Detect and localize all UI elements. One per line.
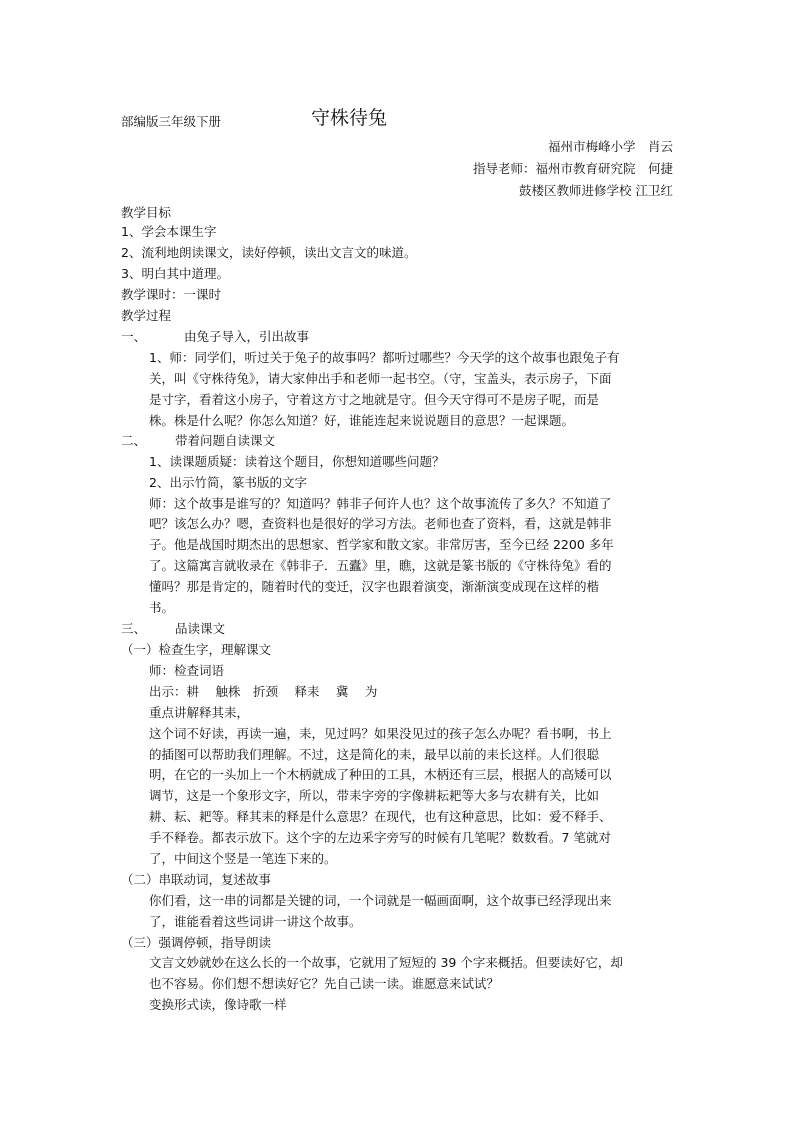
section-2-number: 二、 <box>121 433 147 448</box>
paragraph-line: 了。这篇寓言就收录在《韩非子．五蠹》里，瞧，这就是篆书版的《守株待兔》看的 <box>149 558 612 573</box>
paragraph-line: 你们看，这一串的词都是关键的词，一个词就是一幅画面啊，这个故事已经浮现出来 <box>149 893 612 908</box>
section-3-title: 品读课文 <box>175 621 226 636</box>
section-2-title: 带着问题自读课文 <box>175 433 276 448</box>
objective-item: 3、明白其中道理。 <box>121 266 229 281</box>
paragraph-line: 懂吗？那是肯定的，随着时代的变迁，汉字也跟着演变，渐渐演变成现在这样的楷 <box>149 579 600 594</box>
paragraph-line: 也不容易。你们想不想读好它？先自己读一读。谁愿意来试试？ <box>149 976 500 991</box>
paragraph-line: 师：这个故事是谁写的？知道吗？韩非子何许人也？这个故事流传了多久？不知道了 <box>149 496 612 511</box>
grade-label: 部编版三年级下册 <box>121 114 222 129</box>
paragraph-line: 调节，这是一个象形文字，所以，带耒字旁的字像耕耘耙等大多与农耕有关，比如 <box>149 788 600 803</box>
paragraph-line: 这个词不好读，再读一遍，耒，见过吗？如果没见过的孩子怎么办呢？看书啊，书上 <box>149 726 612 741</box>
subsection-title: （三）强调停顿，指导朗读 <box>121 935 272 950</box>
objective-item: 1、学会本课生字 <box>121 224 217 239</box>
lesson-title: 守株待兔 <box>311 107 388 129</box>
vocabulary-line: 出示：耕 触株 折颈 释耒 冀 为 <box>149 684 378 699</box>
advisor-line-2: 鼓楼区教师进修学校 江卫红 <box>519 183 673 198</box>
paragraph-line: 了，谁能看着这些词讲一讲这个故事。 <box>149 914 362 929</box>
advisor-line-1: 指导老师：福州市教育研究院 何捷 <box>472 161 673 176</box>
paragraph-line: 书。 <box>149 600 175 615</box>
paragraph-line: 变换形式读，像诗歌一样 <box>149 997 287 1012</box>
section-1-title: 由兔子导入，引出故事 <box>184 329 310 344</box>
subsection-title: （二）串联动词，复述故事 <box>121 872 272 887</box>
paragraph-line: 是寸字，看着这小房子，守着这方寸之地就是守。但今天守得可不是房子呢，而是 <box>149 392 600 407</box>
subsection-title: （一）检查生字，理解课文 <box>121 642 272 657</box>
section-3-number: 三、 <box>121 621 147 636</box>
paragraph-line: 吧？该怎么办？嗯，查资料也是很好的学习方法。老师也查了资料，看，这就是韩非 <box>149 516 612 531</box>
paragraph-line: 明，在它的一头加上一个木柄就成了种田的工具，木柄还有三层，根据人的高矮可以 <box>149 767 612 782</box>
objective-item: 2、流利地朗读课文，读好停顿，读出文言文的味道。 <box>121 245 417 260</box>
paragraph-line: 文言文妙就妙在这么长的一个故事，它就用了短短的 39 个字来概括。但要读好它，却 <box>149 955 623 970</box>
section-1-number: 一、 <box>121 329 147 344</box>
paragraph-line: 耕、耘、耙等。释其耒的释是什么意思？在现代，也有这种意思，比如：爱不释手、 <box>149 809 612 824</box>
paragraph-line: 的插图可以帮助我们理解。不过，这是简化的耒，最早以前的耒长这样。人们很聪 <box>149 747 600 762</box>
class-hours: 教学课时：一课时 <box>121 287 222 302</box>
paragraph-line: 2、出示竹简，篆书版的文字 <box>149 475 307 490</box>
paragraph-line: 1、师：同学们，听过关于兔子的故事吗？都听过哪些？今天学的这个故事也跟兔子有 <box>149 350 620 365</box>
paragraph-line: 1、读课题质疑：读着这个题目，你想知道哪些问题？ <box>149 454 445 469</box>
objectives-heading: 教学目标 <box>121 205 172 220</box>
process-heading: 教学过程 <box>121 308 172 323</box>
author-line: 福州市梅峰小学 肖云 <box>547 139 673 154</box>
paragraph-line: 株。株是什么呢？你怎么知道？好，谁能连起来说说题目的意思？一起课题。 <box>149 413 575 428</box>
paragraph-line: 师：检查词语 <box>149 663 225 678</box>
paragraph-line: 手不释卷。都表示放下。这个字的左边釆字旁写的时候有几笔呢？数数看。7 笔就对 <box>149 830 611 845</box>
paragraph-line: 了，中间这个竖是一笔连下来的。 <box>149 851 337 866</box>
paragraph-line: 重点讲解释其耒， <box>149 705 250 720</box>
paragraph-line: 关，叫《守株待兔》，请大家伸出手和老师一起书空。（守，宝盖头，表示房子，下面 <box>149 371 612 386</box>
paragraph-line: 子。他是战国时期杰出的思想家、哲学家和散文家。非常厉害，至今已经 2200 多年 <box>149 537 614 552</box>
